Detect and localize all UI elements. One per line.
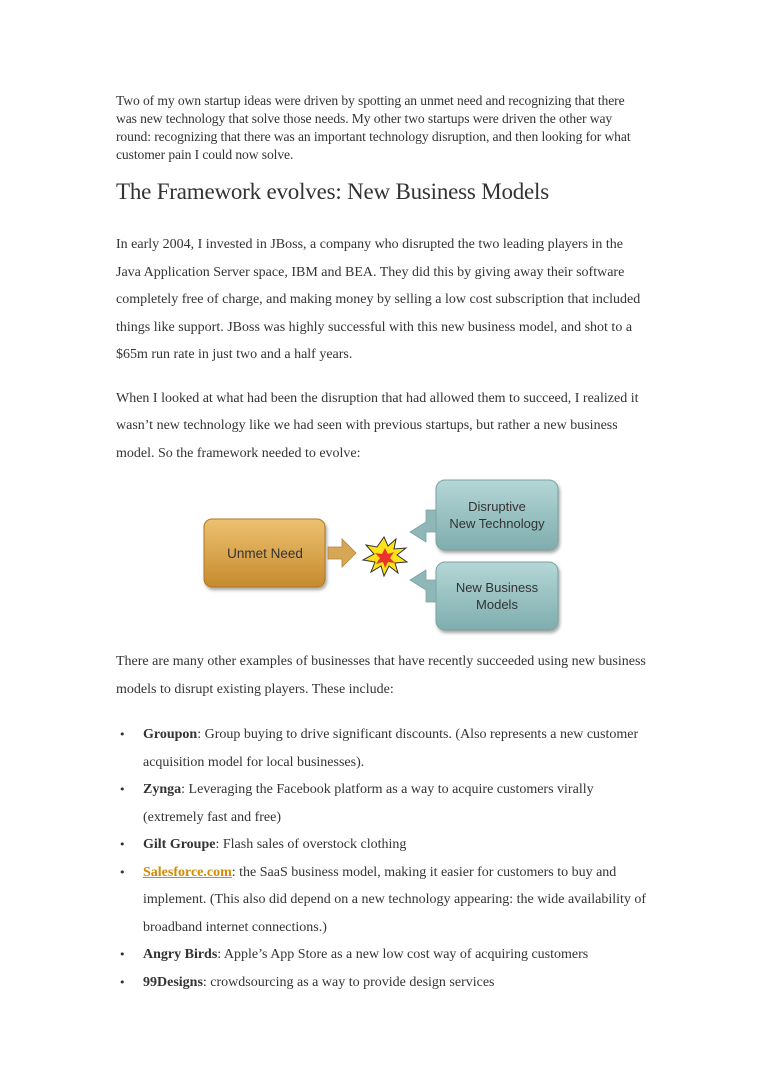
- list-item-name: Angry Birds: [143, 947, 218, 962]
- framework-paragraph: When I looked at what had been the disruption that had allowed them to succeed, I realized it wasn’t new technology like we had seen with previous startups, but rather a new business model. So the framework needed to evolve:: [116, 390, 639, 461]
- disruptive-label-line1: Disruptive: [468, 499, 526, 514]
- list-item-text: : Leveraging the Facebook platform as a way to acquire customers virally (extremely fast and free): [143, 782, 594, 825]
- list-item-text: : Flash sales of overstock clothing: [215, 837, 407, 852]
- list-item: [116, 721, 648, 776]
- new-business-models-box: [436, 562, 558, 630]
- examples-paragraph: There are many other examples of businesses that have recently succeeded using new business models to disrupt existing players. These include:: [116, 654, 646, 697]
- salesforce-link[interactable]: Salesforce.com: [143, 864, 232, 880]
- list-item: [116, 969, 648, 997]
- business-label-line2: Models: [476, 597, 518, 612]
- jboss-paragraph: In early 2004, I invested in JBoss, a company who disrupted the two leading players in the Java Application Server space, IBM and BEA. They did this by giving away their software completely free of charge, and making money by selling a low cost subscription that included things like support. JBoss was highly successful with this new business model, and shot to a $65m run rate in just two and a half years.: [116, 237, 641, 362]
- up-left-arrow-icon: [410, 570, 436, 602]
- framework-diagram: [200, 476, 564, 636]
- list-item-text: : the SaaS business model, making it easier for customers to buy and implement. (This also did depend on a new technology appearing: the wide availability of broadband internet connections.): [143, 864, 647, 935]
- bullet-icon: •: [119, 728, 126, 741]
- list-item: [116, 776, 648, 831]
- bullet-icon: •: [119, 865, 126, 879]
- business-label-line1: New Business: [455, 580, 539, 595]
- explosion-icon: [363, 537, 407, 576]
- unmet-need-label: Unmet Need: [227, 546, 303, 561]
- down-left-arrow-icon: [410, 510, 436, 542]
- list-item-text: : Apple’s App Store as a new low cost way of acquiring customers: [217, 947, 589, 962]
- intro-paragraph: Two of my own startup ideas were driven by spotting an unmet need and recognizing that there was new technology that solve those needs. My other two startups were driven the other way round: recognizing that there was an important technology disruption, and then looking for what customer pain I could now solve.: [116, 93, 631, 162]
- list-item: [116, 831, 648, 859]
- unmet-need-box: [204, 519, 325, 587]
- list-item: [116, 941, 648, 969]
- list-item-text: : crowdsourcing as a way to provide design services: [202, 974, 495, 990]
- list-item-name: Gilt Groupe: [143, 837, 216, 852]
- bullet-icon: •: [119, 948, 126, 961]
- examples-list: [116, 721, 648, 996]
- list-item: [116, 859, 648, 942]
- bullet-icon: •: [119, 783, 126, 796]
- bullet-icon: •: [119, 838, 126, 851]
- list-item-name: 99Designs: [143, 974, 203, 990]
- disruptive-label-line2: New Technology: [449, 516, 545, 531]
- list-item-name: Groupon: [143, 727, 198, 742]
- bullet-icon: •: [119, 975, 126, 989]
- section-heading: The Framework evolves: New Business Models: [116, 179, 550, 204]
- list-item-name: Zynga: [143, 782, 182, 797]
- list-item-text: : Group buying to drive significant discounts. (Also represents a new customer acquisition model for local businesses).: [143, 727, 639, 770]
- disruptive-technology-box: [436, 480, 558, 550]
- right-arrow-icon: [328, 539, 356, 567]
